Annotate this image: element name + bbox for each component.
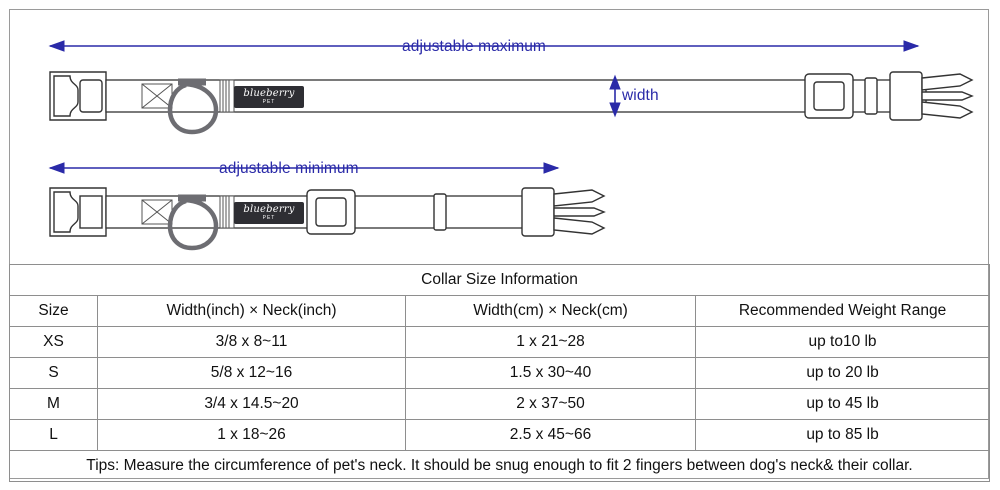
cell-inch-m: 3/4 x 14.5~20 [98, 389, 406, 420]
label-adjustable-minimum: adjustable minimum [219, 160, 359, 177]
cell-inch-l: 1 x 18~26 [98, 420, 406, 451]
table-tips: Tips: Measure the circumference of pet's neck. It should be snug enough to fit 2 fingers between dog's neck& their collar. [10, 451, 990, 482]
cell-weight-s: up to 20 lb [696, 358, 990, 389]
table-row [10, 358, 990, 389]
cell-cm-s: 1.5 x 30~40 [406, 358, 696, 389]
table-row [10, 327, 990, 358]
brand-tag-top: blueberry PET [234, 86, 304, 108]
table-row [10, 420, 990, 451]
cell-size-xs: XS [10, 327, 98, 358]
table-tips-row [10, 451, 990, 482]
cell-cm-m: 2 x 37~50 [406, 389, 696, 420]
brand-tag-bottom: blueberry PET [234, 202, 304, 224]
table-row [10, 389, 990, 420]
label-width: width [622, 87, 659, 104]
cell-size-m: M [10, 389, 98, 420]
table-header-row [10, 296, 990, 327]
header-size: Size [10, 296, 98, 327]
cell-weight-xs: up to10 lb [696, 327, 990, 358]
cell-inch-xs: 3/8 x 8~11 [98, 327, 406, 358]
cell-weight-m: up to 45 lb [696, 389, 990, 420]
table-caption: Collar Size Information [10, 265, 990, 296]
table-caption-row [10, 265, 990, 296]
collar-diagram [10, 10, 988, 260]
header-inch: Width(inch) × Neck(inch) [98, 296, 406, 327]
cell-inch-s: 5/8 x 12~16 [98, 358, 406, 389]
header-weight: Recommended Weight Range [696, 296, 990, 327]
collar-size-table-wrap [9, 264, 989, 479]
header-cm: Width(cm) × Neck(cm) [406, 296, 696, 327]
cell-size-s: S [10, 358, 98, 389]
cell-cm-xs: 1 x 21~28 [406, 327, 696, 358]
cell-cm-l: 2.5 x 45~66 [406, 420, 696, 451]
label-adjustable-maximum: adjustable maximum [402, 38, 546, 55]
cell-size-l: L [10, 420, 98, 451]
cell-weight-l: up to 85 lb [696, 420, 990, 451]
collar-size-table [9, 264, 990, 482]
